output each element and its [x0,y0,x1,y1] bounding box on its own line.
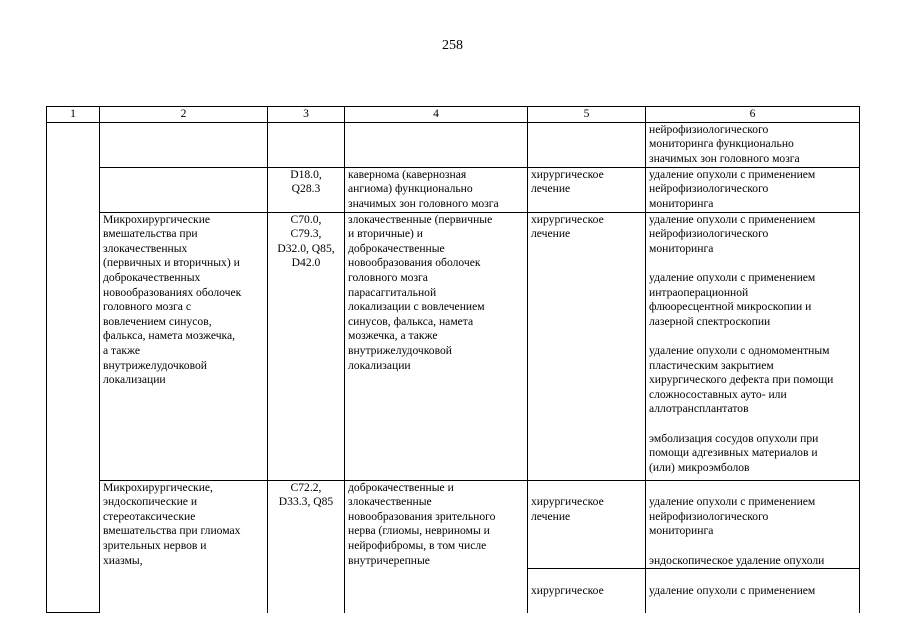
column-header-6: 6 [646,107,860,123]
section-number-cell [47,122,100,613]
diagnosis-cell: каверномa (кавернозная ангиома) функционально значимых зон головного мозга [345,167,528,212]
intervention-cell: Микрохирургические, эндоскопические и стереотаксические вмешательства при глиомах зрительных нервов и хиазмы, [100,480,268,613]
medical-procedures-table [46,106,860,613]
table-row [47,167,860,212]
intervention-cell: Микрохирургические вмешательства при злокачественных (первичных и вторичных) и доброкачественных новообразованиях оболочек головного мозга с вовлечением синусов, фалькса, намета мозжечка, а также внутрижелудочковой локализации [100,212,268,480]
method-cell [646,480,860,613]
column-header-4: 4 [345,107,528,123]
diagnosis-cell: доброкачественные и злокачественные новообразования зрительного нерва (глиомы, невриномы и нейрофибромы, в том числе внутричерепные [345,480,528,613]
table-row [47,212,860,480]
diagnosis-cell [345,122,528,167]
diagnosis-cell: злокачественные (первичные и вторичные) и доброкачественные новообразования оболочек головного мозга парасаггитальной локализации с вовлечением синусов, фалькса, намета мозжечка, а также внутрижелудочковой локализации [345,212,528,480]
column-header-3: 3 [268,107,345,123]
treatment-type-cell: хирургическое лечение [528,212,646,480]
icd-code-cell: D18.0, Q28.3 [268,167,345,212]
intervention-cell [100,122,268,167]
column-header-1: 1 [47,107,100,123]
table-row [47,122,860,167]
icd-code-cell: C70.0, C79.3, D32.0, Q85, D42.0 [268,212,345,480]
method-subcell: удаление опухоли с применением [649,583,816,597]
intervention-cell [100,167,268,212]
treatment-type-subcell: хирургическое лечение [528,495,645,569]
page-number: 258 [442,38,463,53]
column-header-2: 2 [100,107,268,123]
method-cell: нейрофизиологического мониторинга функционально значимых зон головного мозга [646,122,860,167]
table-header-row [47,107,860,123]
method-subcell: удаление опухоли с применением нейрофизиологического мониторинга эндоскопическое удаление опухоли [646,495,859,569]
method-cell: удаление опухоли с применением нейрофизиологического мониторинга удаление опухоли с применением интраоперационной флюоресцентной микроскопии и лазерной спектроскопии удаление опухоли с одномоментным пластическим закрытием хирургического дефекта при помощи сложносоставных ауто- или аллотрансплантатов эмболизация сосудов опухоли при помощи адгезивных материалов и (или) микроэмболов [646,212,860,480]
table-row [47,480,860,613]
treatment-type-subcell: хирургическое [531,583,604,597]
treatment-type-cell [528,480,646,613]
treatment-type-cell [528,122,646,167]
treatment-type-cell: хирургическое лечение [528,167,646,212]
icd-code-cell [268,122,345,167]
column-header-5: 5 [528,107,646,123]
method-cell: удаление опухоли с применением нейрофизиологического мониторинга [646,167,860,212]
icd-code-cell: C72.2, D33.3, Q85 [268,480,345,613]
